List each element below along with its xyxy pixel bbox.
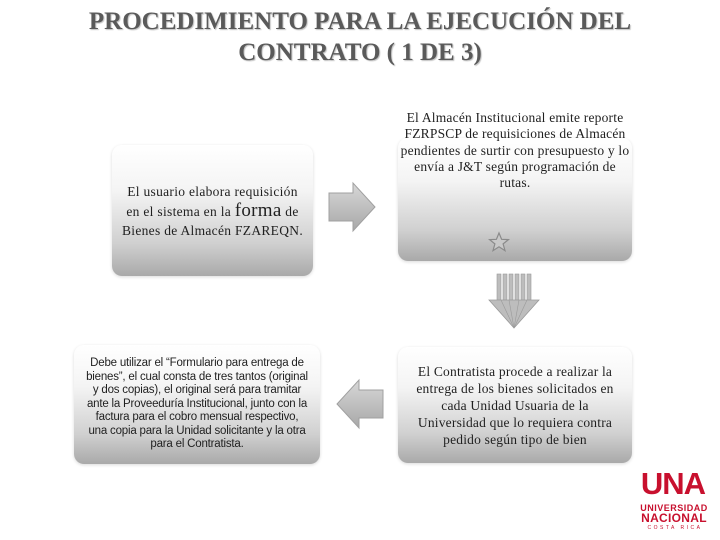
logo-line-2: NACIONAL bbox=[641, 511, 707, 525]
step-1-box bbox=[112, 145, 313, 276]
step-3-text: El Contratista procede a realizar la entrega de los bienes solicitados en cada Unidad Usuaria de la Universidad que lo requiera contra pedido según tipo de bien bbox=[416, 363, 614, 447]
logo-una-text: UNA bbox=[640, 466, 706, 501]
step-4-text: Debe utilizar el “Formulario para entrega de bienes”, el cual consta de tres tantos (original y dos copias), el original será para tramitar ante la Proveeduría Institucional, junto con la factura para el cobro mensual respectivo, una copia para la Unidad solicitante y la otra para el Contratista. bbox=[86, 357, 308, 451]
step-1-text bbox=[120, 182, 305, 240]
step-1-text-emphasis: forma bbox=[234, 199, 282, 221]
star-icon bbox=[488, 231, 510, 253]
step-4-box bbox=[74, 345, 320, 464]
logo-line-1: UNIVERSIDAD bbox=[640, 503, 708, 513]
page-title bbox=[0, 6, 720, 68]
step-1-text-start: El usuario elabora requisición en el sistema en la bbox=[126, 183, 298, 219]
arrow-down-icon bbox=[487, 272, 541, 330]
una-logo bbox=[636, 468, 716, 538]
arrow-right-icon bbox=[327, 181, 377, 233]
step-3-box bbox=[398, 347, 632, 463]
step-1-text-end: de Bienes de Almacén FZAREQN. bbox=[121, 203, 304, 238]
arrow-left-icon bbox=[335, 378, 385, 430]
title-line-2: CONTRATO ( 1 DE 3) bbox=[238, 39, 482, 66]
logo-line-3: COSTA RICA bbox=[647, 525, 703, 531]
title-line-1: PROCEDIMIENTO PARA LA EJECUCIÓN DEL bbox=[88, 8, 632, 35]
step-2-text: El Almacén Institucional emite reporte FZRPSCP de requisiciones de Almacén pendientes de surtir con presupuesto y lo envía a J&T según programación de rutas. bbox=[400, 110, 630, 191]
